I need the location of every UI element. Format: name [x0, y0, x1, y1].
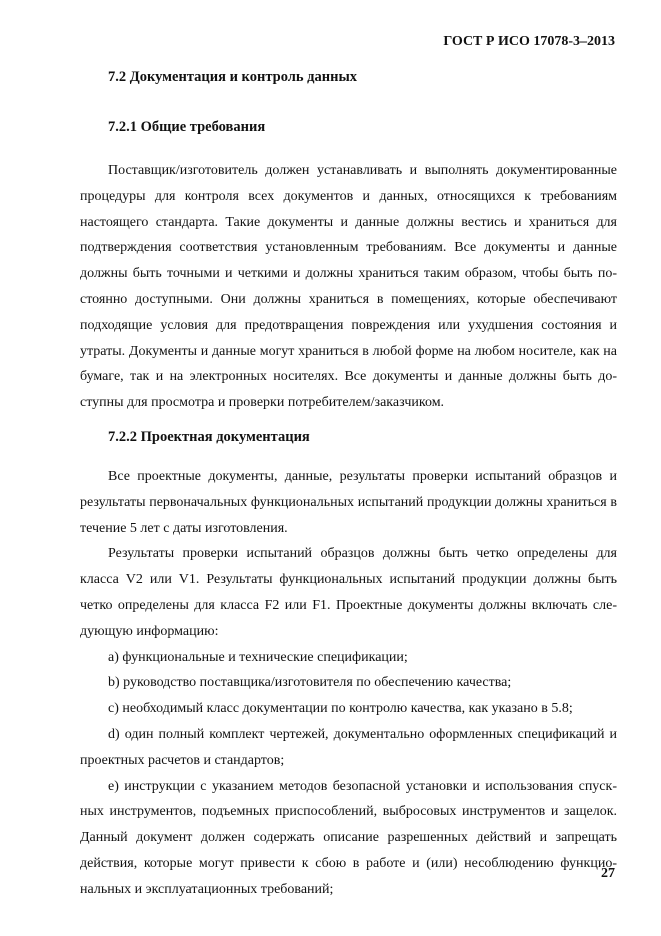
list-item-c: c) необходимый класс документации по контролю качества, как указано в 5.8;	[108, 701, 573, 717]
section-7-2-2-paragraph-1: Все проектные документы, данные, результаты проверки испытаний образцов и результаты первоначальных функциональных испытаний продукции должны храниться в течение 5 лет с даты изготовления.	[80, 468, 617, 536]
list-item-e: e) инструкции с указанием методов безопасной установки и использования спускных инструментов, подъемных приспособлений, выбросовых инструментов и защелок. Данный документ должен содержать описание разрешенных действий и запрещать действия, которые могут привести к сбою в работе и (или) несоблюдению функциональных и эксплуатационных требований;	[80, 778, 617, 897]
section-7-2-1-paragraph: Поставщик/изготовитель должен устанавливать и выполнять документированные процедуры для контроля всех документов и данных, относящихся к требованиям настоящего стандарта. Такие документы и данные должны вестись и храниться для подтверждения соответствия установленным требованиям. Все документы и данные должны быть точными и четкими и должны храниться таким образом, чтобы быть постоянно доступными. Они должны храниться в помещениях, которые обеспечивают подходящие условия для предотвращения повреждения или ухудшения состояния и утраты. Документы и данные могут храниться в любой форме на любом носителе, как на бумаге, так и на электронных носителях. Все документы и данные должны быть доступны для просмотра и проверки потребителем/заказчиком.	[80, 163, 617, 411]
document-header: ГОСТ Р ИСО 17078-3–2013	[443, 34, 615, 49]
section-7-2-title: 7.2 Документация и контроль данных	[108, 69, 358, 85]
page-content	[80, 64, 617, 903]
section-7-2-2-title: 7.2.2 Проектная документация	[108, 428, 310, 445]
section-7-2-2-paragraph-2: Результаты проверки испытаний образцов должны быть четко определены для класса V2 или V1. Результаты функциональных испытаний продукции должны быть четко определены для класса F2 или F1. Проектные документы должны включать следующую информацию:	[80, 546, 617, 639]
page-number: 27	[601, 866, 615, 881]
list-item-d: d) один полный комплект чертежей, документально оформленных спецификаций и проектных расчетов и стандартов;	[80, 726, 617, 768]
list-item-b: b) руководство поставщика/изготовителя по обеспечению качества;	[108, 675, 512, 691]
section-7-2-1-title: 7.2.1 Общие требования	[108, 119, 266, 135]
list-item-a: a) функциональные и технические спецификации;	[108, 649, 408, 665]
